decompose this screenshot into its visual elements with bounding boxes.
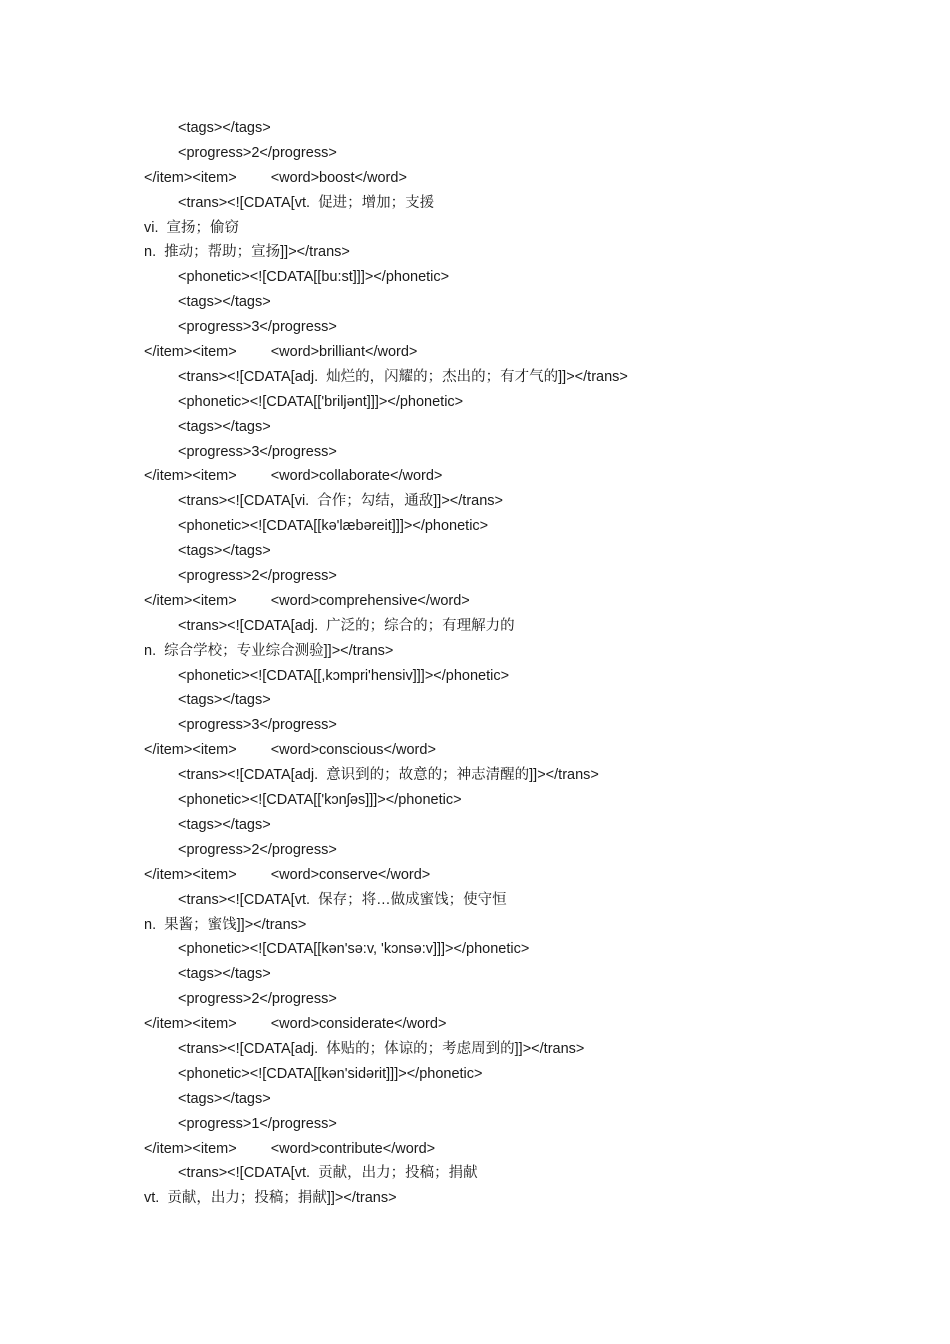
document-line <box>144 390 904 415</box>
document-line <box>144 763 904 788</box>
line-text: </item><item> <box>144 592 237 609</box>
document-line <box>144 1186 904 1211</box>
line-text: </item><item> <box>144 742 237 759</box>
line-text: <tags></tags> <box>178 120 271 136</box>
document-line <box>144 564 904 589</box>
document-line <box>144 713 904 738</box>
line-text: <phonetic><![CDATA[[,kɔmpri'hensiv]]]></phonetic> <box>178 667 510 684</box>
document-line <box>144 216 904 241</box>
document-line <box>144 340 904 365</box>
document-line <box>144 315 904 340</box>
line-text: vt. 贡献，出力；投稿；捐献]]></trans> <box>144 1190 397 1207</box>
document-line <box>144 688 904 713</box>
word-tag-text: <word>collaborate</word> <box>270 468 443 485</box>
line-text: <trans><![CDATA[vt. 贡献，出力；投稿；捐献 <box>178 1165 478 1182</box>
line-text: vi. 宣扬；偷窃 <box>144 219 240 236</box>
document-line <box>144 415 904 440</box>
line-text: </item><item> <box>144 866 237 883</box>
line-text: <tags></tags> <box>178 966 271 983</box>
line-text: <tags></tags> <box>178 692 271 709</box>
line-text: <trans><![CDATA[vi. 合作；勾结，通敌]]></trans> <box>178 493 503 510</box>
word-tag-text: <word>conserve</word> <box>270 866 431 883</box>
document-line <box>144 141 904 166</box>
line-text: </item><item> <box>144 344 237 361</box>
line-text: <trans><![CDATA[adj. 体贴的；体谅的；考虑周到的]]></trans> <box>178 1040 585 1057</box>
line-text: <trans><![CDATA[vt. 促进；增加；支援 <box>178 194 435 211</box>
document-line <box>144 1112 904 1137</box>
line-text: <tags></tags> <box>178 816 271 833</box>
document-line <box>144 1161 904 1186</box>
document-line <box>144 639 904 664</box>
document-line <box>144 813 904 838</box>
line-text: <phonetic><![CDATA[[kən'sə:v, 'kɔnsə:v]]]></phonetic> <box>178 941 530 958</box>
line-text: <phonetic><![CDATA[[bu:st]]]></phonetic> <box>178 269 450 286</box>
document-line <box>144 514 904 539</box>
word-tag-text: <word>boost</word> <box>270 169 407 186</box>
document-line <box>144 614 904 639</box>
document-line <box>144 191 904 216</box>
document-line <box>144 962 904 987</box>
document-line <box>144 166 904 191</box>
line-text: <progress>2</progress> <box>178 841 337 858</box>
line-text: <tags></tags> <box>178 1090 271 1107</box>
document-line <box>144 738 904 763</box>
line-text: </item><item> <box>144 1016 237 1033</box>
line-text: <progress>2</progress> <box>178 991 337 1008</box>
line-text: n. 综合学校；专业综合测验]]></trans> <box>144 642 394 659</box>
document-line <box>144 290 904 315</box>
document-line <box>144 888 904 913</box>
line-text: <progress>3</progress> <box>178 319 337 336</box>
document-line <box>144 464 904 489</box>
document-line <box>144 440 904 465</box>
document-line <box>144 240 904 265</box>
document-line <box>144 863 904 888</box>
line-text: n. 推动；帮助；宣扬]]></trans> <box>144 244 350 261</box>
document-line <box>144 116 904 141</box>
document-line <box>144 1062 904 1087</box>
line-text: </item><item> <box>144 468 237 485</box>
document-line <box>144 937 904 962</box>
line-text: <progress>3</progress> <box>178 443 337 460</box>
document-line <box>144 838 904 863</box>
word-tag-text: <word>contribute</word> <box>270 1140 436 1157</box>
document-line <box>144 539 904 564</box>
document-line <box>144 1012 904 1037</box>
line-text: <phonetic><![CDATA[[kə'læbəreit]]]></phonetic> <box>178 518 489 535</box>
line-text: <tags></tags> <box>178 294 271 311</box>
line-text: <phonetic><![CDATA[[kən'sidərit]]]></phonetic> <box>178 1065 483 1082</box>
line-text: <trans><![CDATA[adj. 广泛的；综合的；有理解力的 <box>178 617 515 634</box>
line-text: </item><item> <box>144 169 237 186</box>
document-line <box>144 788 904 813</box>
word-tag-text: <word>conscious</word> <box>270 742 436 759</box>
line-text: <trans><![CDATA[vt. 保存；将…做成蜜饯；使守恒 <box>178 891 507 908</box>
document-line <box>144 589 904 614</box>
word-tag-text: <word>brilliant</word> <box>270 344 418 361</box>
line-text: <trans><![CDATA[adj. 意识到的；故意的；神志清醒的]]></trans> <box>178 767 599 784</box>
line-text: <tags></tags> <box>178 543 271 560</box>
line-text: <progress>2</progress> <box>178 568 337 585</box>
document-line <box>144 987 904 1012</box>
document-line <box>144 1087 904 1112</box>
line-text: <trans><![CDATA[adj. 灿烂的，闪耀的；杰出的；有才气的]]></trans> <box>178 368 628 385</box>
document-line <box>144 365 904 390</box>
document-line <box>144 265 904 290</box>
line-text: <progress>2</progress> <box>178 144 337 161</box>
line-text: <phonetic><![CDATA[['kɔnʃəs]]]></phonetic> <box>178 792 462 809</box>
word-tag-text: <word>comprehensive</word> <box>270 592 470 609</box>
line-text: <progress>3</progress> <box>178 717 337 734</box>
line-text: <tags></tags> <box>178 418 271 435</box>
document-line <box>144 664 904 689</box>
word-tag-text: <word>considerate</word> <box>270 1016 447 1033</box>
line-text: <progress>1</progress> <box>178 1115 337 1132</box>
document-line <box>144 489 904 514</box>
document-line <box>144 913 904 938</box>
line-text: </item><item> <box>144 1140 237 1157</box>
line-text: n. 果酱；蜜饯]]></trans> <box>144 916 307 933</box>
document-line <box>144 1037 904 1062</box>
document-body <box>144 116 904 1211</box>
line-text: <phonetic><![CDATA[['briljənt]]]></phonetic> <box>178 393 464 410</box>
document-line <box>144 1137 904 1162</box>
